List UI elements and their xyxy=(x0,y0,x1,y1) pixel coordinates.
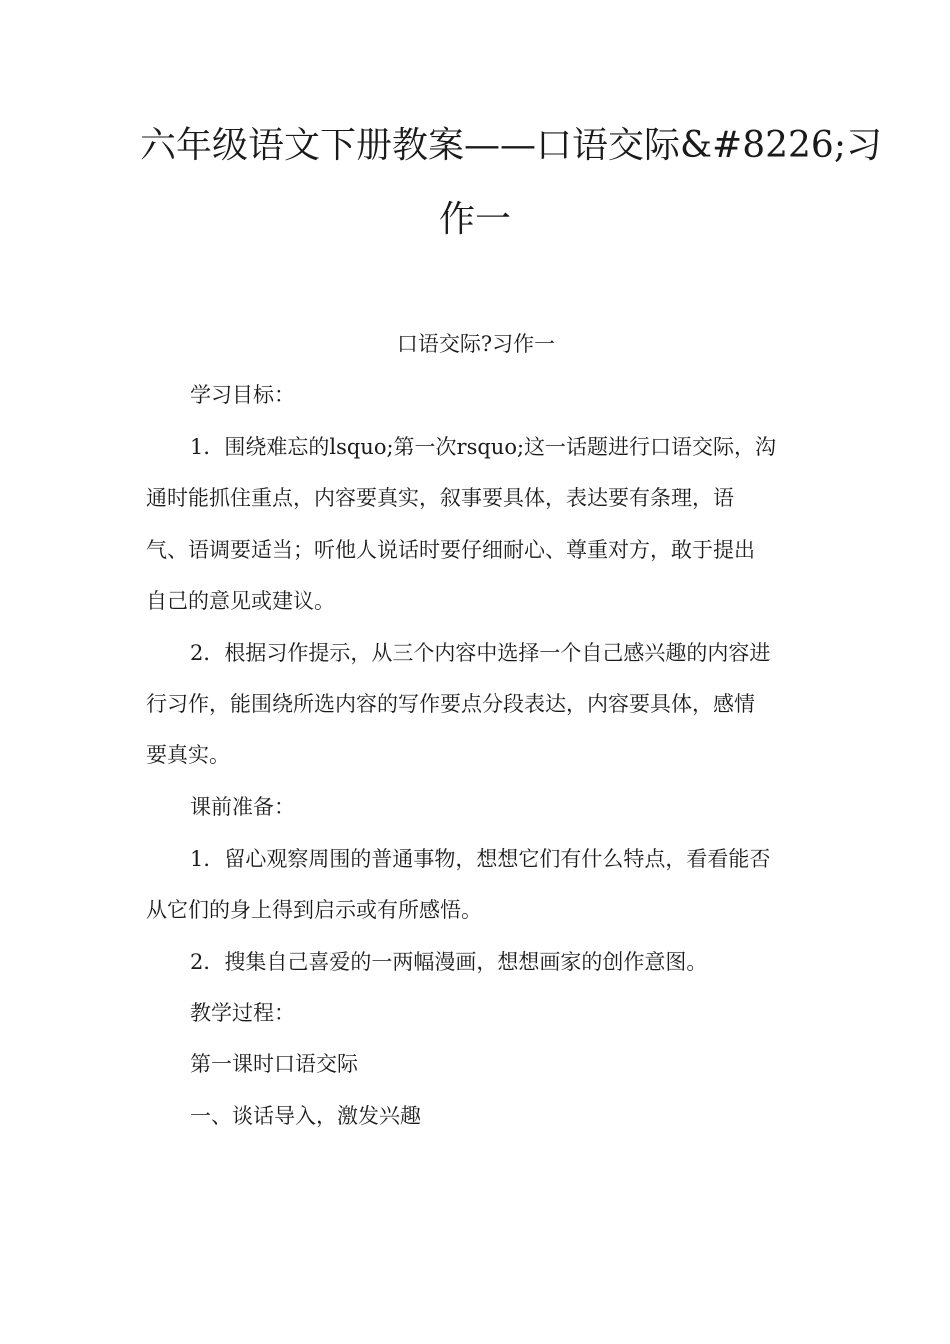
paragraph-line: 1．留心观察周围的普通事物，想想它们有什么特点，看看能否 xyxy=(190,847,771,871)
heading-step-one: 一、谈话导入，激发兴趣 xyxy=(190,1104,421,1128)
heading-first-lesson: 第一课时口语交际 xyxy=(190,1052,358,1076)
paragraph-line: 2．根据习作提示，从三个内容中选择一个自己感兴趣的内容进 xyxy=(190,641,771,665)
paragraph-line: 自己的意见或建议。 xyxy=(146,589,335,613)
paragraph-line: 要真实。 xyxy=(146,743,230,767)
document-title-line-1: 六年级语文下册教案——口语交际&#8226;习 xyxy=(140,125,882,166)
document-title-line-2: 作一 xyxy=(438,199,511,240)
section-subtitle: 口语交际?习作一 xyxy=(396,332,556,356)
paragraph-line: 1．围绕难忘的lsquo;第一次rsquo;这一话题进行口语交际，沟 xyxy=(190,435,777,459)
paragraph-line: 气、语调要适当；听他人说话时要仔细耐心、尊重对方，敢于提出 xyxy=(146,538,755,562)
heading-learning-goals: 学习目标： xyxy=(190,383,295,407)
paragraph-line: 2．搜集自己喜爱的一两幅漫画，想想画家的创作意图。 xyxy=(190,950,708,974)
paragraph-line: 行习作，能围绕所选内容的写作要点分段表达，内容要具体，感情 xyxy=(146,692,755,716)
paragraph-line: 通时能抓住重点，内容要真实，叙事要具体，表达要有条理，语 xyxy=(146,486,734,510)
paragraph-line: 从它们的身上得到启示或有所感悟。 xyxy=(146,898,482,922)
heading-preparation: 课前准备： xyxy=(190,795,295,819)
heading-teaching-process: 教学过程： xyxy=(190,1001,295,1025)
